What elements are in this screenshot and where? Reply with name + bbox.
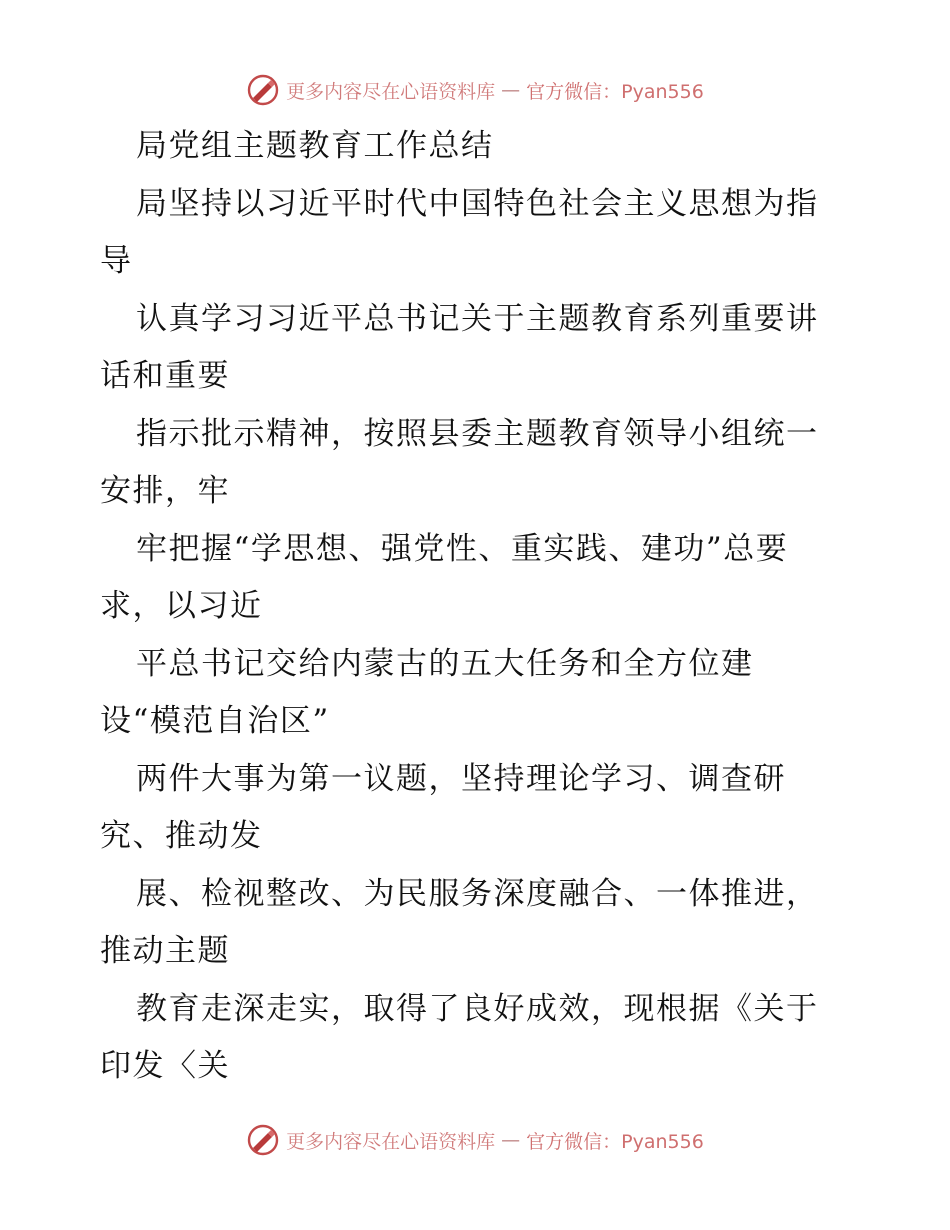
doc-line: 指示批示精神，按照县委主题教育领导小组统一 bbox=[136, 415, 819, 452]
pen-logo-icon bbox=[246, 73, 280, 107]
watermark-dash: — bbox=[501, 79, 521, 101]
doc-line: 话和重要 bbox=[100, 358, 230, 394]
doc-line: 牢把握“学思想、强党性、重实践、建功”总要 bbox=[136, 530, 789, 567]
doc-title: 局党组主题教育工作总结 bbox=[136, 128, 494, 164]
doc-line: 局坚持以习近平时代中国特色社会主义思想为指 bbox=[136, 185, 819, 222]
doc-line: 究、推动发 bbox=[100, 818, 263, 854]
doc-line: 安排，牢 bbox=[100, 473, 230, 509]
watermark-site-text: 更多内容尽在心语资料库 bbox=[286, 1130, 496, 1153]
pen-logo-icon bbox=[246, 1123, 280, 1157]
document-body bbox=[100, 118, 860, 1096]
footer-watermark bbox=[0, 1120, 950, 1160]
doc-line: 认真学习习近平总书记关于主题教育系列重要讲 bbox=[136, 300, 819, 337]
doc-line: 推动主题 bbox=[100, 933, 230, 969]
watermark-account-text: 官方微信：Pyan556 bbox=[526, 80, 704, 103]
doc-line: 印发〈关 bbox=[100, 1048, 230, 1084]
doc-line: 两件大事为第一议题，坚持理论学习、调查研 bbox=[136, 760, 786, 797]
watermark-dash: — bbox=[501, 1129, 521, 1151]
doc-line: 平总书记交给内蒙古的五大任务和全方位建 bbox=[136, 645, 754, 682]
watermark-site-text: 更多内容尽在心语资料库 bbox=[286, 80, 496, 103]
doc-line: 展、检视整改、为民服务深度融合、一体推进， bbox=[136, 875, 819, 912]
doc-line: 教育走深走实，取得了良好成效，现根据《关于 bbox=[136, 990, 819, 1027]
doc-line: 设“模范自治区” bbox=[100, 703, 330, 739]
watermark-account-text: 官方微信：Pyan556 bbox=[526, 1130, 704, 1153]
doc-line: 求，以习近 bbox=[100, 588, 263, 624]
header-watermark bbox=[0, 70, 950, 110]
doc-line: 导 bbox=[100, 243, 133, 279]
